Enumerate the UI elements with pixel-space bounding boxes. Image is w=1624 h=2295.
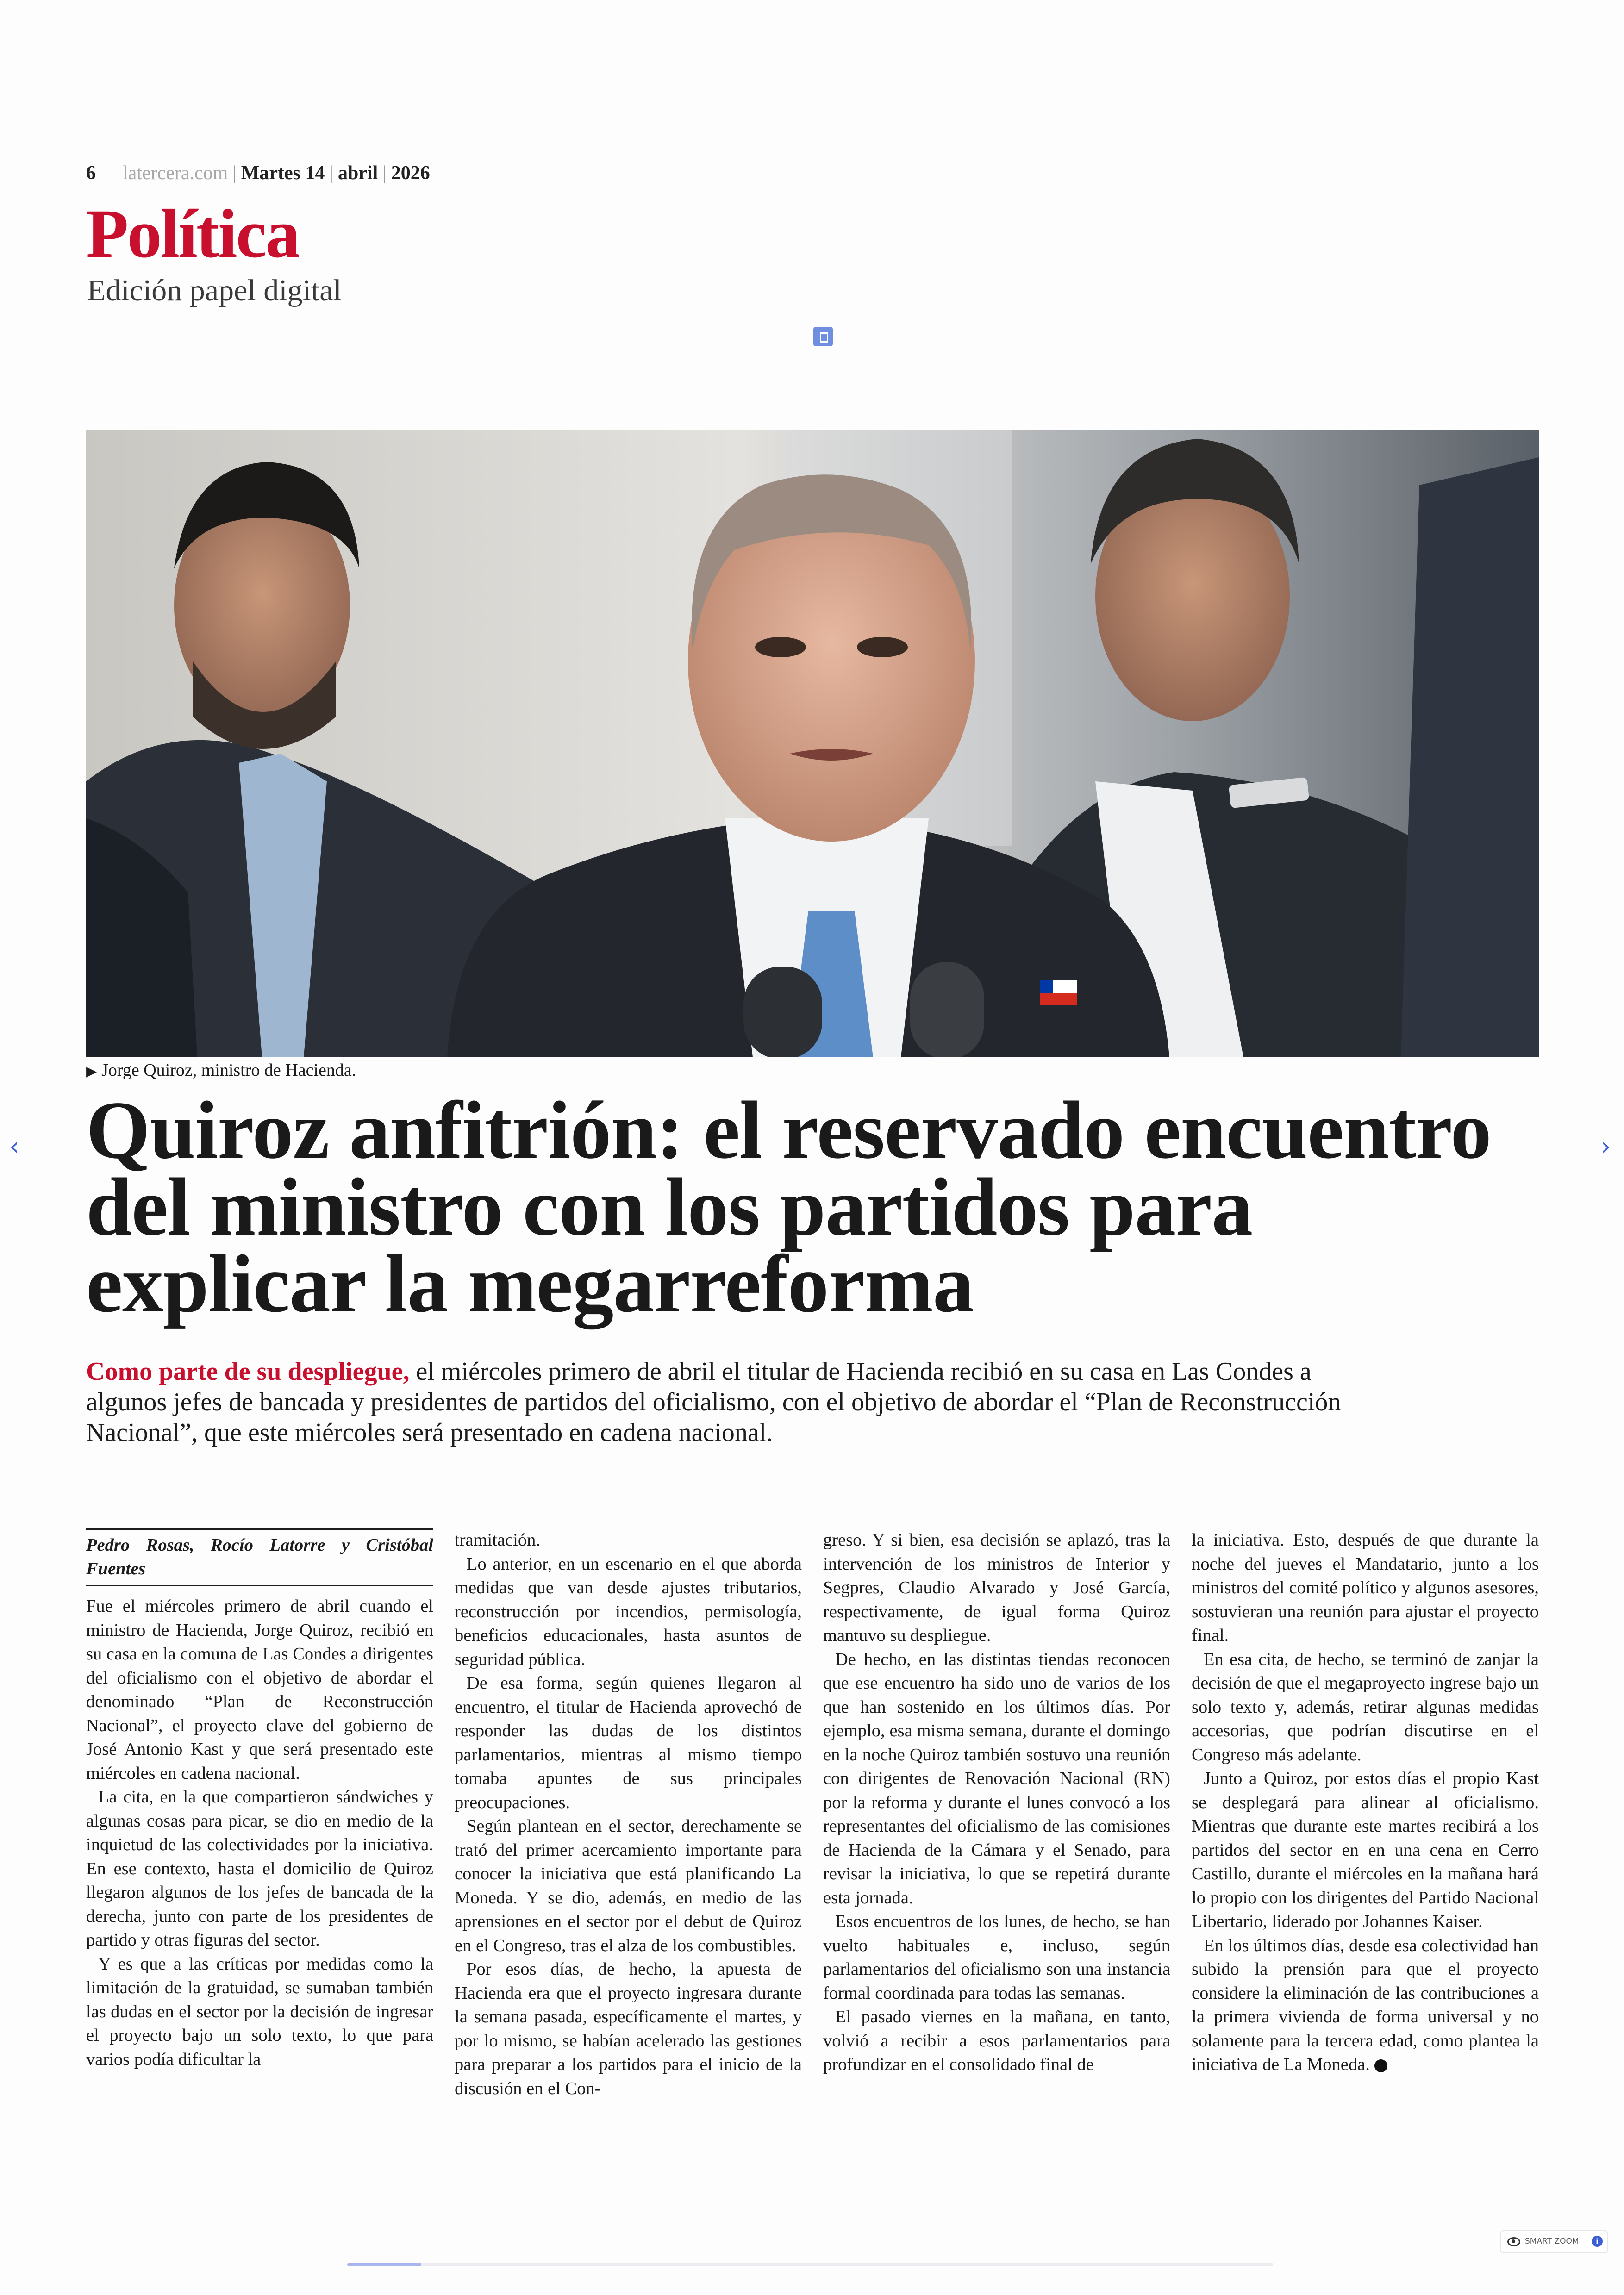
article-byline: Pedro Rosas, Rocío Latorre y Cristóbal Fuentes	[86, 1528, 433, 1586]
headline-line-3: explicar la megarreforma	[86, 1238, 974, 1329]
site-name: latercera.com	[123, 162, 228, 184]
paragraph: Esos encuentros de los lunes, de hecho, se han vuelto habituales e, incluso, según parlamentarios del oficialismo son una instancia formal coordinada para todas las semanas.	[823, 1912, 1170, 2003]
headline-line-2: del ministro con los partidos para	[86, 1161, 1253, 1253]
paragraph-text: En los últimos días, desde esa colectividad han subido la prensión para que el proyecto considere la eliminación de las contribuciones a la primera vivienda de forma universal y no solamente para la tercera edad, como plantea la iniciativa de La Moneda.	[1192, 1935, 1539, 2074]
section-title: Política	[86, 195, 299, 272]
paragraph: La cita, en la que compartieron sándwiches y algunas cosas para picar, se dio en medio de la inquietud de las colectividades por la iniciativa. En ese contexto, hasta el domicilio de Quiroz llegaron algunos de los jefes de bancada de la derecha, junto con parte de los presidentes de partido y otras figuras del sector.	[86, 1787, 433, 1950]
paragraph: Junto a Quiroz, por estos días el propio Kast se desplegará para alinear al oficialismo. Mientras que durante este martes recibirá a los partidos del sector en en una cena en Cerro Castillo, durante el miércoles en la mañana hará lo propio con los dirigentes del Partido Nacional Libertario, liderado por Johannes Kaiser.	[1192, 1769, 1539, 1931]
bookmark-icon[interactable]	[813, 327, 833, 346]
issue-date-month: abril	[337, 162, 378, 184]
section-subtitle: Edición papel digital	[87, 274, 342, 307]
paragraph: tramitación.	[455, 1530, 540, 1550]
article-column-2	[455, 1528, 802, 2101]
paragraph: Fue el miércoles primero de abril cuando el ministro de Hacienda, Jorge Quiroz, recibió en su casa en la comuna de Las Condes a dirigentes del oficialismo con el objetivo de abordar el denominado “Plan de Reconstrucción Nacional”, el proyecto clave del gobierno de José Antonio Kast y que será presentado este miércoles en cadena nacional.	[86, 1597, 433, 1783]
page-header-line: 6 latercera.com | Martes 14 | abril | 2026	[86, 162, 430, 184]
chevron-left-icon: ‹	[9, 1132, 19, 1161]
photo-illustration	[86, 430, 1539, 1057]
info-icon[interactable]: i	[1592, 2236, 1603, 2247]
paragraph	[1192, 1934, 1539, 2077]
caption-arrow-icon: ▶	[86, 1064, 97, 1079]
chevron-right-icon: ›	[1601, 1132, 1611, 1161]
article-lead	[86, 1356, 1364, 1448]
end-of-article-icon	[1374, 2059, 1387, 2072]
article-column-4	[1192, 1528, 1539, 2077]
next-page-button[interactable]	[1601, 1132, 1611, 1161]
paragraph: Y es que a las críticas por medidas como la limitación de la gratuidad, se sumaban también las dudas en el sector por la decisión de ingresar el proyecto bajo un solo texto, lo que para varios podía dificultar la	[86, 1954, 433, 2069]
paragraph: De hecho, en las distintas tiendas reconocen que ese encuentro ha sido uno de varios de los que han sostenido en los últimos días. Por ejemplo, esa misma semana, durante el domingo en la noche Quiroz también sostuvo una reunión con dirigentes de Renovación Nacional (RN) por la reforma y durante el lunes convocó a los representantes del oficialismo de las comisiones de Hacienda de la Cámara y el Senado, para revisar la iniciativa, lo que se repetirá durante esta jornada.	[823, 1649, 1170, 1908]
page-progress-track[interactable]	[347, 2263, 1273, 2266]
paragraph: Lo anterior, en un escenario en el que aborda medidas que van desde ajustes tributarios, reconstrucción por incendios, permisología, beneficios educacionales, hasta asuntos de seguridad pública.	[455, 1554, 802, 1669]
paragraph: De esa forma, según quienes llegaron al encuentro, el titular de Hacienda aprovechó de responder las dudas de los distintos parlamentarios, mientras al mismo tiempo tomaba apuntes de sus principales preocupaciones.	[455, 1673, 802, 1812]
eye-icon	[1507, 2237, 1520, 2246]
article-column-3	[823, 1528, 1170, 2077]
paragraph: El pasado viernes en la mañana, en tanto, volvió a recibir a esos parlamentarios para profundizar en el consolidado final de	[823, 2007, 1170, 2074]
page-number: 6	[86, 162, 96, 184]
paragraph: En esa cita, de hecho, se terminó de zanjar la decisión de que el megaproyecto ingrese bajo un solo texto y, además, retirar algunas medidas accesorias, que podrían discutirse en el Congreso más adelante.	[1192, 1649, 1539, 1765]
lead-kicker: Como parte de su despliegue,	[86, 1357, 410, 1386]
lead-text: el miércoles primero de abril el titular de Hacienda recibió en su casa en Las Condes a algunos jefes de bancada y presidentes de partidos del oficialismo, con el objetivo de abordar el “Plan de Reconstrucción Nacional”, que este miércoles será presentado en cadena nacional.	[86, 1357, 1341, 1447]
article-headline	[86, 1084, 1558, 1329]
paragraph: greso. Y si bien, esa decisión se aplazó, tras la intervención de los ministros de Interior y Segpres, Claudio Alvarado y José García, respectivamente, de igual forma Quiroz mantuvo su despliegue.	[823, 1530, 1170, 1645]
lead-photo	[86, 430, 1539, 1057]
smart-zoom-label: SMART ZOOM	[1525, 2237, 1579, 2246]
article-column-1	[86, 1528, 433, 2071]
photo-caption-text: Jorge Quiroz, ministro de Hacienda.	[101, 1060, 356, 1080]
smart-zoom-button[interactable]	[1500, 2230, 1608, 2253]
photo-caption	[86, 1060, 356, 1080]
headline-line-1: Quiroz anfitrión: el reservado encuentro	[86, 1084, 1492, 1176]
previous-page-button[interactable]	[9, 1132, 19, 1161]
paragraph: la iniciativa. Esto, después de que durante la noche del jueves el Mandatario, junto a los ministros del comité político y algunos asesores, sostuvieran una reunión para ajustar el proyecto final.	[1192, 1530, 1539, 1645]
issue-date-day: Martes 14	[241, 162, 325, 184]
paragraph: Según plantean en el sector, derechamente se trató del primer acercamiento importante para conocer la iniciativa que está planificando La Moneda. Y se dio, además, en medio de las aprensiones en el sector por el debut de Quiroz en el Congreso, tras el alza de los combustibles.	[455, 1816, 802, 1955]
issue-date-year: 2026	[391, 162, 430, 184]
paragraph: Por esos días, de hecho, la apuesta de Hacienda era que el proyecto ingresara durante la semana pasada, específicamente el martes, y por lo mismo, se habían acelerado las gestiones para preparar a los partidos para el inicio de la discusión en el Con-	[455, 1959, 802, 2098]
page-progress-thumb[interactable]	[347, 2263, 421, 2266]
